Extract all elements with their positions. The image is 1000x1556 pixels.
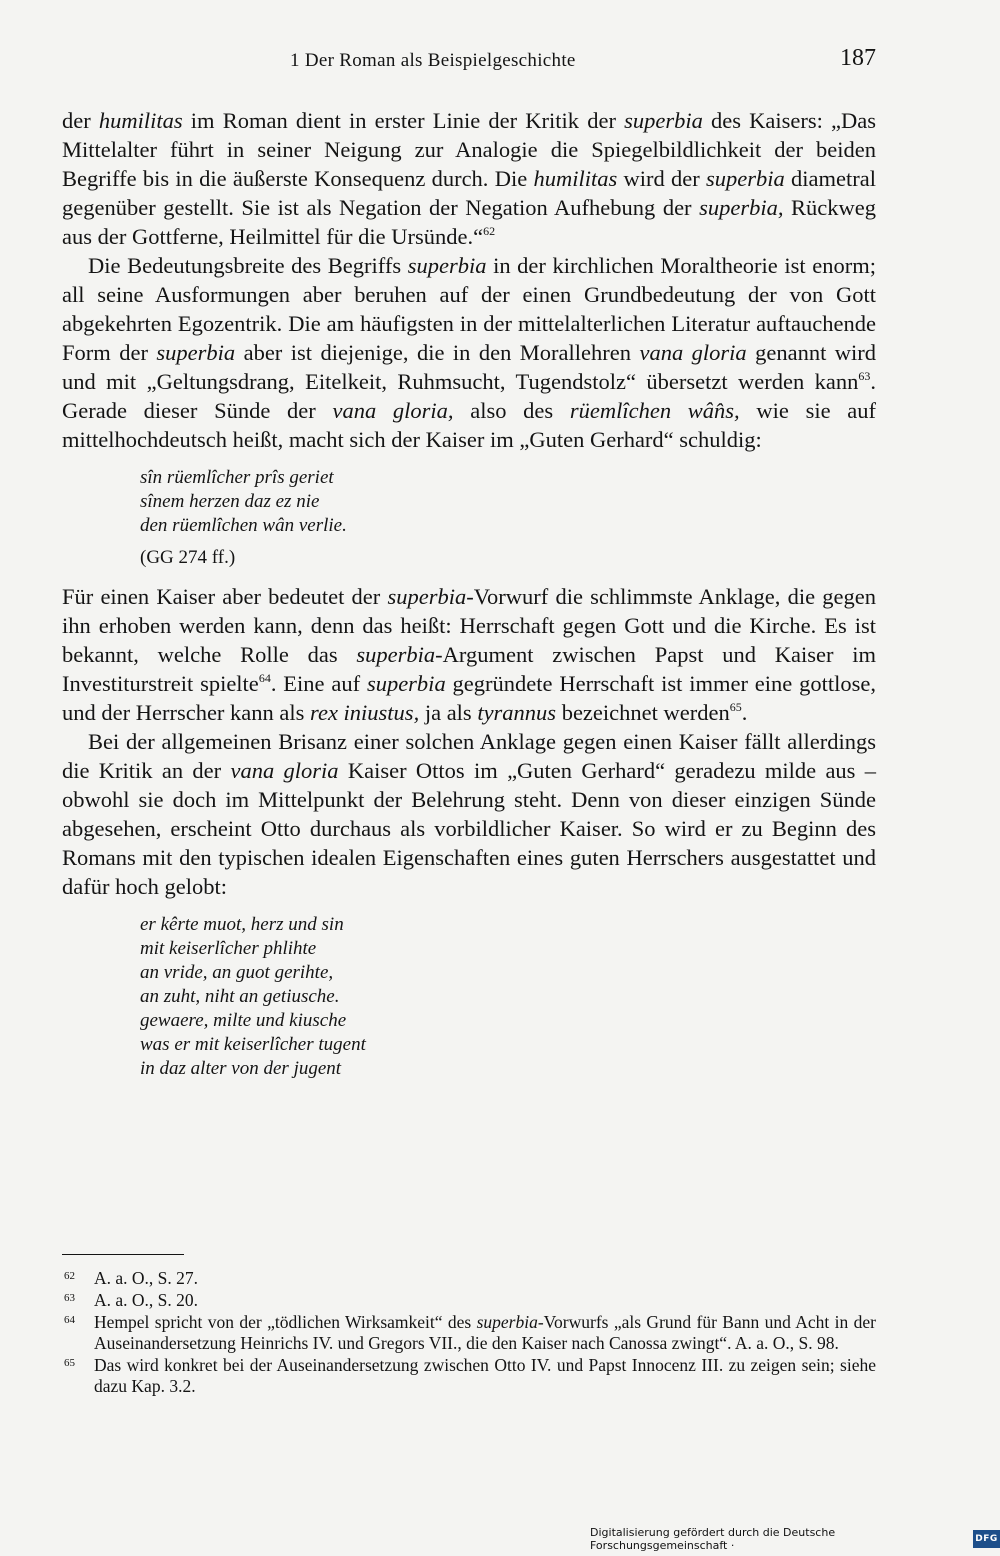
italic-term: vana gloria [639,340,747,365]
verse-line: sînem herzen daz ez nie [140,491,320,512]
text-run: im Roman dient in erster Linie der Kritik der [182,108,625,133]
footnotes [62,1268,876,1398]
page-header [62,45,876,84]
footnote-number: 65 [64,1357,75,1369]
italic-term: superbia [706,166,785,191]
italic-term: vana gloria, [332,398,454,423]
verse-line: was er mit keiserlîcher tugent [140,1034,366,1055]
footnote [62,1290,876,1311]
text-run: Bei der allgemeinen Brisanz einer solchen Anklage gegen einen Kaiser fällt allerdings die Kritik an der [62,729,876,783]
paragraph-2 [62,251,876,454]
text-run: . Eine auf [270,671,367,696]
text-run: . Gerade dieser Sünde der [62,369,876,423]
paragraph-3 [62,582,876,727]
italic-term: tyrannus [477,700,557,725]
text-run: Hempel spricht von der „tödlichen Wirksamkeit“ des [94,1312,477,1332]
footnote-text [94,1312,876,1353]
italic-term: superbia [366,671,446,696]
paragraph-1 [62,106,876,251]
italic-term: superbia, [699,195,784,220]
footnote-text [94,1355,876,1396]
verse-line: er kêrte muot, herz und sin [140,914,344,935]
running-title: 1 Der Roman als Beispielgeschichte [290,50,576,71]
italic-term: humilitas [98,108,183,133]
footnote-rule [62,1254,184,1255]
text-run: A. a. O., S. 20. [94,1290,199,1310]
footnote-text [94,1268,198,1288]
footnote [62,1312,876,1354]
verse-line: an zuht, niht an getiusche. [140,986,340,1007]
verse-reference: (GG 274 ff.) [140,547,236,568]
text-run: -Argument zwischen Papst und Kaiser im Investiturstreit spielte [62,642,876,696]
footnote-ref: 63 [858,369,871,383]
footnote-ref: 62 [483,224,496,238]
funding-notice [590,1528,1000,1550]
italic-term: vana gloria [230,758,339,783]
text-run: also des [453,398,570,423]
funding-text: Digitalisierung gefördert durch die Deutsche Forschungsgemeinschaft · [590,1526,836,1552]
footnote-ref: 64 [258,671,271,685]
italic-term: superbia [407,253,487,278]
italic-term: rüemlîchen wân̂s, [569,398,740,423]
verse-line: an vride, an guot gerihte, [140,962,334,983]
verse-quote-2 [140,913,876,1081]
text-run: ja als [419,700,478,725]
text-run: . [741,700,748,725]
text-run: genannt wird und mit „Geltungsdrang, Eitelkeit, Ruhmsucht, Tugendstolz“ übersetzt werden kann [62,340,877,394]
verse-line: in daz alter von der jugent [140,1058,342,1079]
verse-line: mit keiserlîcher phlihte [140,938,317,959]
footnote-number: 64 [64,1314,75,1326]
text-run: Rückweg aus der Gottferne, Heilmittel für die Ursünde.“ [62,195,876,249]
verse-line: gewaere, milte und kiusche [140,1010,347,1031]
main-text [62,106,876,1081]
verse-quote-1 [140,466,876,538]
text-run: aber ist diejenige, die in den Morallehren [235,340,640,365]
text-run: diametral gegenüber gestellt. Sie ist als Negation der Negation Aufhebung der [62,166,876,220]
text-run: Für einen Kaiser aber bedeutet der [62,584,388,609]
footnote-text [94,1290,198,1310]
text-run: gegründete Herrschaft ist immer eine gottlose, und der Herrscher kann als [62,671,876,725]
text-run: wie sie auf mittelhochdeutsch heißt, macht sich der Kaiser im „Guten Gerhard“ schuldig: [62,398,876,452]
text-run: bezeichnet werden [556,700,730,725]
footnote [62,1355,876,1397]
italic-term: humilitas [533,166,618,191]
footnote-number: 63 [64,1292,75,1304]
text-run: wird der [617,166,706,191]
italic-term: superbia [356,642,436,667]
text-run: -Vorwurfs „als Grund für Bann und Acht in der Auseinandersetzung Heinrichs IV. und Gregors VII., die den Kaiser nach Canossa zwingt“. A. a. O., S. 98. [94,1312,876,1353]
italic-term: superbia [624,108,703,133]
text-run: der [62,108,99,133]
footnote [62,1268,876,1289]
italic-term: superbia [476,1312,538,1332]
text-run: Kaiser Ottos im „Guten Gerhard“ geradezu milde aus – obwohl sie doch im Mittelpunkt der Belehrung steht. Denn von dieser einzigen Sünde abgesehen, erscheint Otto durchaus als vorbildlicher Kaiser. So wird er zu Beginn des Romans mit den typischen idealen Eigenschaften eines guten Herrschers ausgestattet und dafür hoch gelobt: [62,758,877,899]
text-run: -Vorwurf die schlimmste Anklage, die gegen ihn erhoben werden kann, denn das heißt: Herrschaft gegen Gott und die Kirche. Es ist bekannt, welche Rolle das [62,584,876,667]
italic-term: rex iniustus, [310,700,420,725]
verse-line: den rüemlîchen wân verlie. [140,515,347,536]
verse-line: sîn rüemlîcher prîs geriet [140,467,334,488]
text-run: in der kirchlichen Moraltheorie ist enorm; all seine Ausformungen aber beruhen auf der einen Grundbedeutung der von Gott abgekehrten Egozentrik. Die am häufigsten in der mittelalterlichen Literatur auftauchende Form der [62,253,876,365]
italic-term: superbia [387,584,467,609]
italic-term: superbia [156,340,236,365]
text-run: des Kaisers: „Das Mittelalter führt in seiner Neigung zur Analogie die Spiegelbildlichkeit der beiden Begriffe bis in die äußerste Konsequenz durch. Die [62,108,877,191]
text-run: A. a. O., S. 27. [94,1268,199,1288]
dfg-logo-icon: DFG [973,1530,1000,1548]
text-run: Die Bedeutungsbreite des Begriffs [88,253,408,278]
page-number: 187 [840,45,876,71]
paragraph-4 [62,727,876,901]
footnote-number: 62 [64,1270,75,1282]
footnote-ref: 65 [729,700,742,714]
text-run: Das wird konkret bei der Auseinandersetzung zwischen Otto IV. und Papst Innocenz III. zu zeigen sein; siehe dazu Kap. 3.2. [94,1355,876,1396]
